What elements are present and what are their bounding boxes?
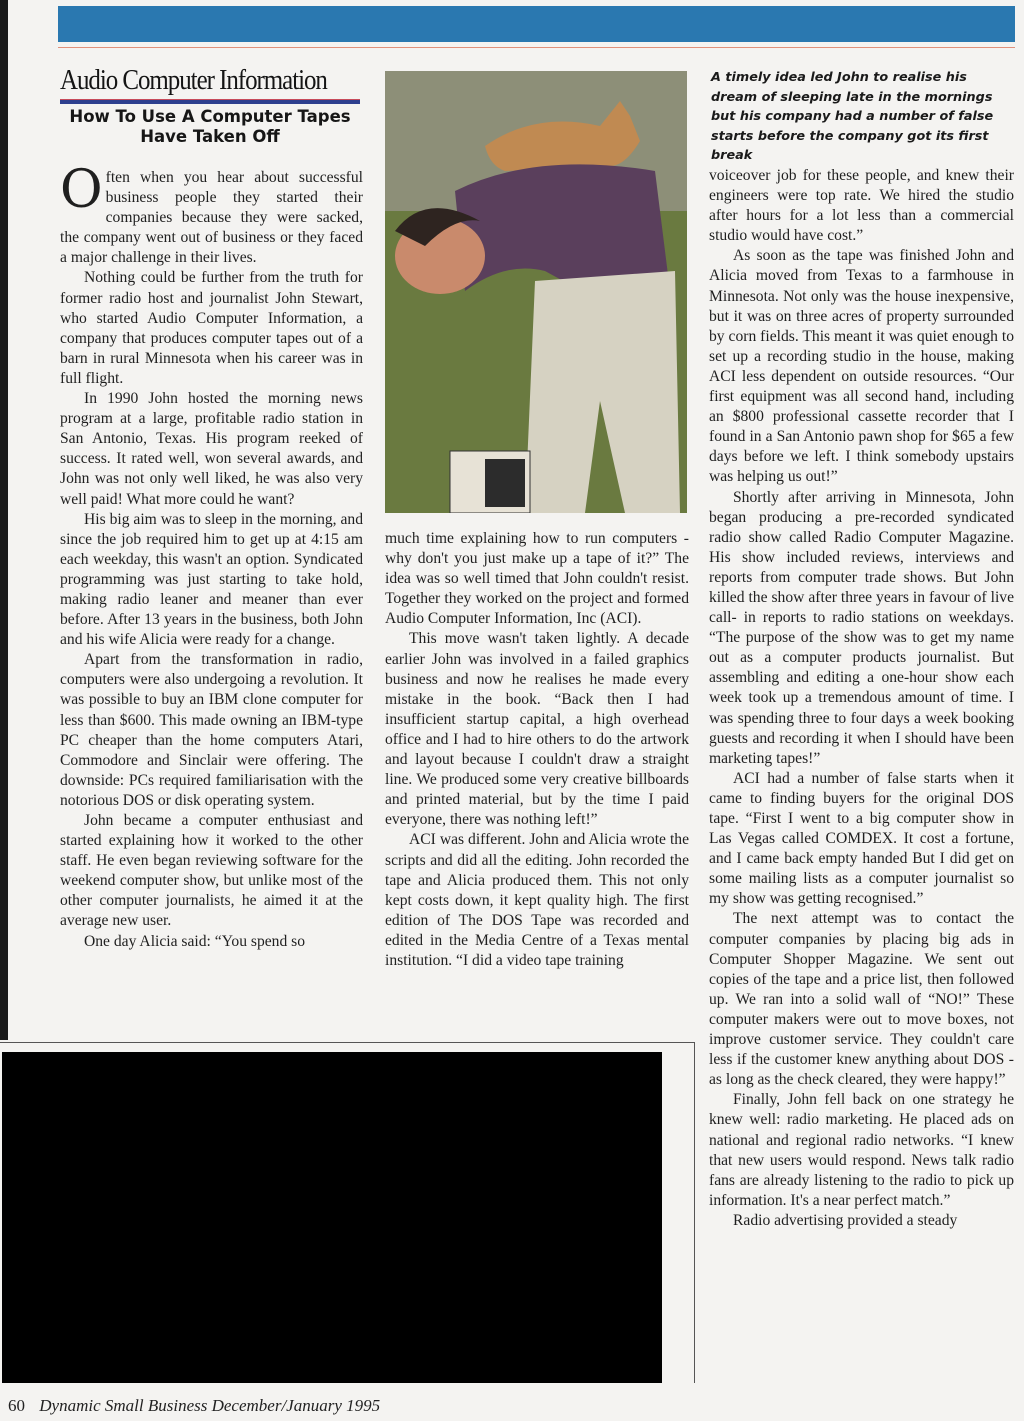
article-photo — [385, 71, 687, 513]
paragraph: One day Alicia said: “You spend so — [84, 932, 306, 950]
page-number: 60 — [8, 1396, 25, 1415]
paragraph: voiceover job for these people, and knew their engineers were top rate. We hired the studio after hours for a lot less than a commercial studio would have cost.” — [709, 167, 1014, 245]
paragraph: This move wasn't taken lightly. A decade earlier John was involved in a failed graphics business and now he realises he made every mistake in the book. “Back then I had insufficient startup capital, a high overhead office and I had to hire others to do the artwork and layout because I couldn't draw a straight line. We produced some very creative billboards and printed material, but by the time I paid everyone, there was nothing left!” — [385, 630, 689, 829]
paragraph: In 1990 John hosted the morning news program at a large, profitable radio station in San Antonio, Texas. His program reeked of success. It rated well, won several awards, and John was not only well liked, he was also very well paid! What more could he want? — [60, 390, 363, 508]
paragraph: Nothing could be further from the truth for former radio host and journalist John Stewart, who started Audio Computer Information, a company that produces computer tapes out of a barn in rural Minnesota when his career was in full flight. — [60, 269, 363, 387]
headline-underline — [60, 99, 360, 104]
header-rule — [58, 47, 1015, 48]
paragraph — [60, 160, 363, 268]
paragraph: Apart from the transformation in radio, computers were also undergoing a revolution. It was possible to buy an IBM clone computer for less than $600. This made owning an IBM-type PC cheaper than the home computers Atari, Commodore and Sinclair were offering. The downside: PCs required familiarisation with the notorious DOS or disk operating system. — [60, 651, 363, 809]
page-edge — [0, 0, 8, 1040]
article-subhead: How To Use A Computer Tapes Have Taken Off — [69, 107, 351, 146]
redacted-block — [2, 1052, 662, 1383]
page-footer — [8, 1396, 380, 1416]
paragraph-text: ften when you hear about successful business people they started their companies because they were sacked, the company went out of business or they faced a major challenge in their lives. — [60, 169, 363, 267]
article-column-1 — [60, 160, 363, 952]
drop-cap: O — [60, 160, 103, 220]
paragraph: ACI was different. John and Alicia wrote the scripts and did all the editing. John recorded the tape and Alicia produced them. This not only kept costs down, it kept quality high. The first edition of The DOS Tape was recorded and edited in the Media Centre of a Texas mental institution. “I did a video tape training — [385, 831, 689, 969]
paragraph: Radio advertising provided a steady — [733, 1211, 958, 1229]
photo-illustration — [385, 71, 687, 513]
publication-line: Dynamic Small Business December/January 1995 — [39, 1396, 381, 1415]
article-headline: Audio Computer Information — [60, 64, 327, 96]
paragraph: ACI had a number of false starts when it came to finding buyers for the original DOS tape. “First I went to a big computer show in Las Vegas called COMDEX. It cost a fortune, and I came back empty handed But I did get on some mailing lists as a computer journalist so my show was getting recognised.” — [709, 769, 1014, 908]
paragraph: Finally, John fell back on one strategy he knew well: radio marketing. He placed ads on national and regional radio networks. “I knew that new users would respond. News talk radio fans are already listening to the radio to pick up information. It's a near perfect match.” — [709, 1091, 1014, 1209]
paragraph: As soon as the tape was finished John and Alicia moved from Texas to a farmhouse in Minnesota. Not only was the house inexpensive, but it was on three acres of property surrounded by corn fields. This meant it was quiet enough to set up a recording studio in the house, making ACI less dependent on outside resources. “Our first equipment was all second hand, including an $800 professional cassette recorder that I found in a San Antonio pawn shop for $65 a few days before we left. I think somebody upstairs was helping us out!” — [709, 247, 1014, 486]
paragraph: Shortly after arriving in Minnesota, John began producing a pre-recorded syndicated radio show called Radio Computer Magazine. His show included reviews, interviews and reports from computer trade shows. But John killed the show after three years in favour of live call- in reports to radio stations on weekdays. “The purpose of the show was to get my name out as a computer products journalist. But assembling and editing a one-hour show each week took up a tremendous amount of time. I was spending three to four days a week booking guests and recording it when I should have been marketing tapes!” — [709, 488, 1014, 767]
photo-caption: A timely idea led John to realise his dream of sleeping late in the mornings but his company had a number of false starts before the company got its first break — [711, 70, 994, 163]
keyboard-shape — [485, 459, 525, 507]
paragraph: His big aim was to sleep in the morning, and since the job required him to get up at 4:15 am each weekday, this wasn't an option. Syndicated programming was just starting to take hold, making radio leaner and meaner than ever before. After 13 years in the business, both John and his wife Alicia were ready for a change. — [60, 510, 363, 649]
article-column-3 — [709, 166, 1014, 1231]
header-banner — [58, 6, 1015, 42]
paragraph: much time explaining how to run computers - why don't you just make up a tape of it?” The idea was so well timed that John couldn't resist. Together they worked on the project and formed Audio Computer Information, Inc (ACI). — [385, 530, 689, 628]
article-column-2 — [385, 529, 689, 971]
paragraph: The next attempt was to contact the computer companies by placing big ads in Computer Shopper Magazine. We sent out copies of the tape and a price list, then followed up. We ran into a solid wall of “NO!” These computer makers were out to move boxes, not improve customer service. They couldn't care less if the customer knew anything about DOS - as long as the check cleared, they were happy!” — [709, 910, 1014, 1089]
paragraph: John became a computer enthusiast and started explaining how it worked to the other staff. He even began reviewing software for the weekend computer show, but unlike most of the other computer journalists, he aimed it at the average new user. — [60, 812, 363, 930]
